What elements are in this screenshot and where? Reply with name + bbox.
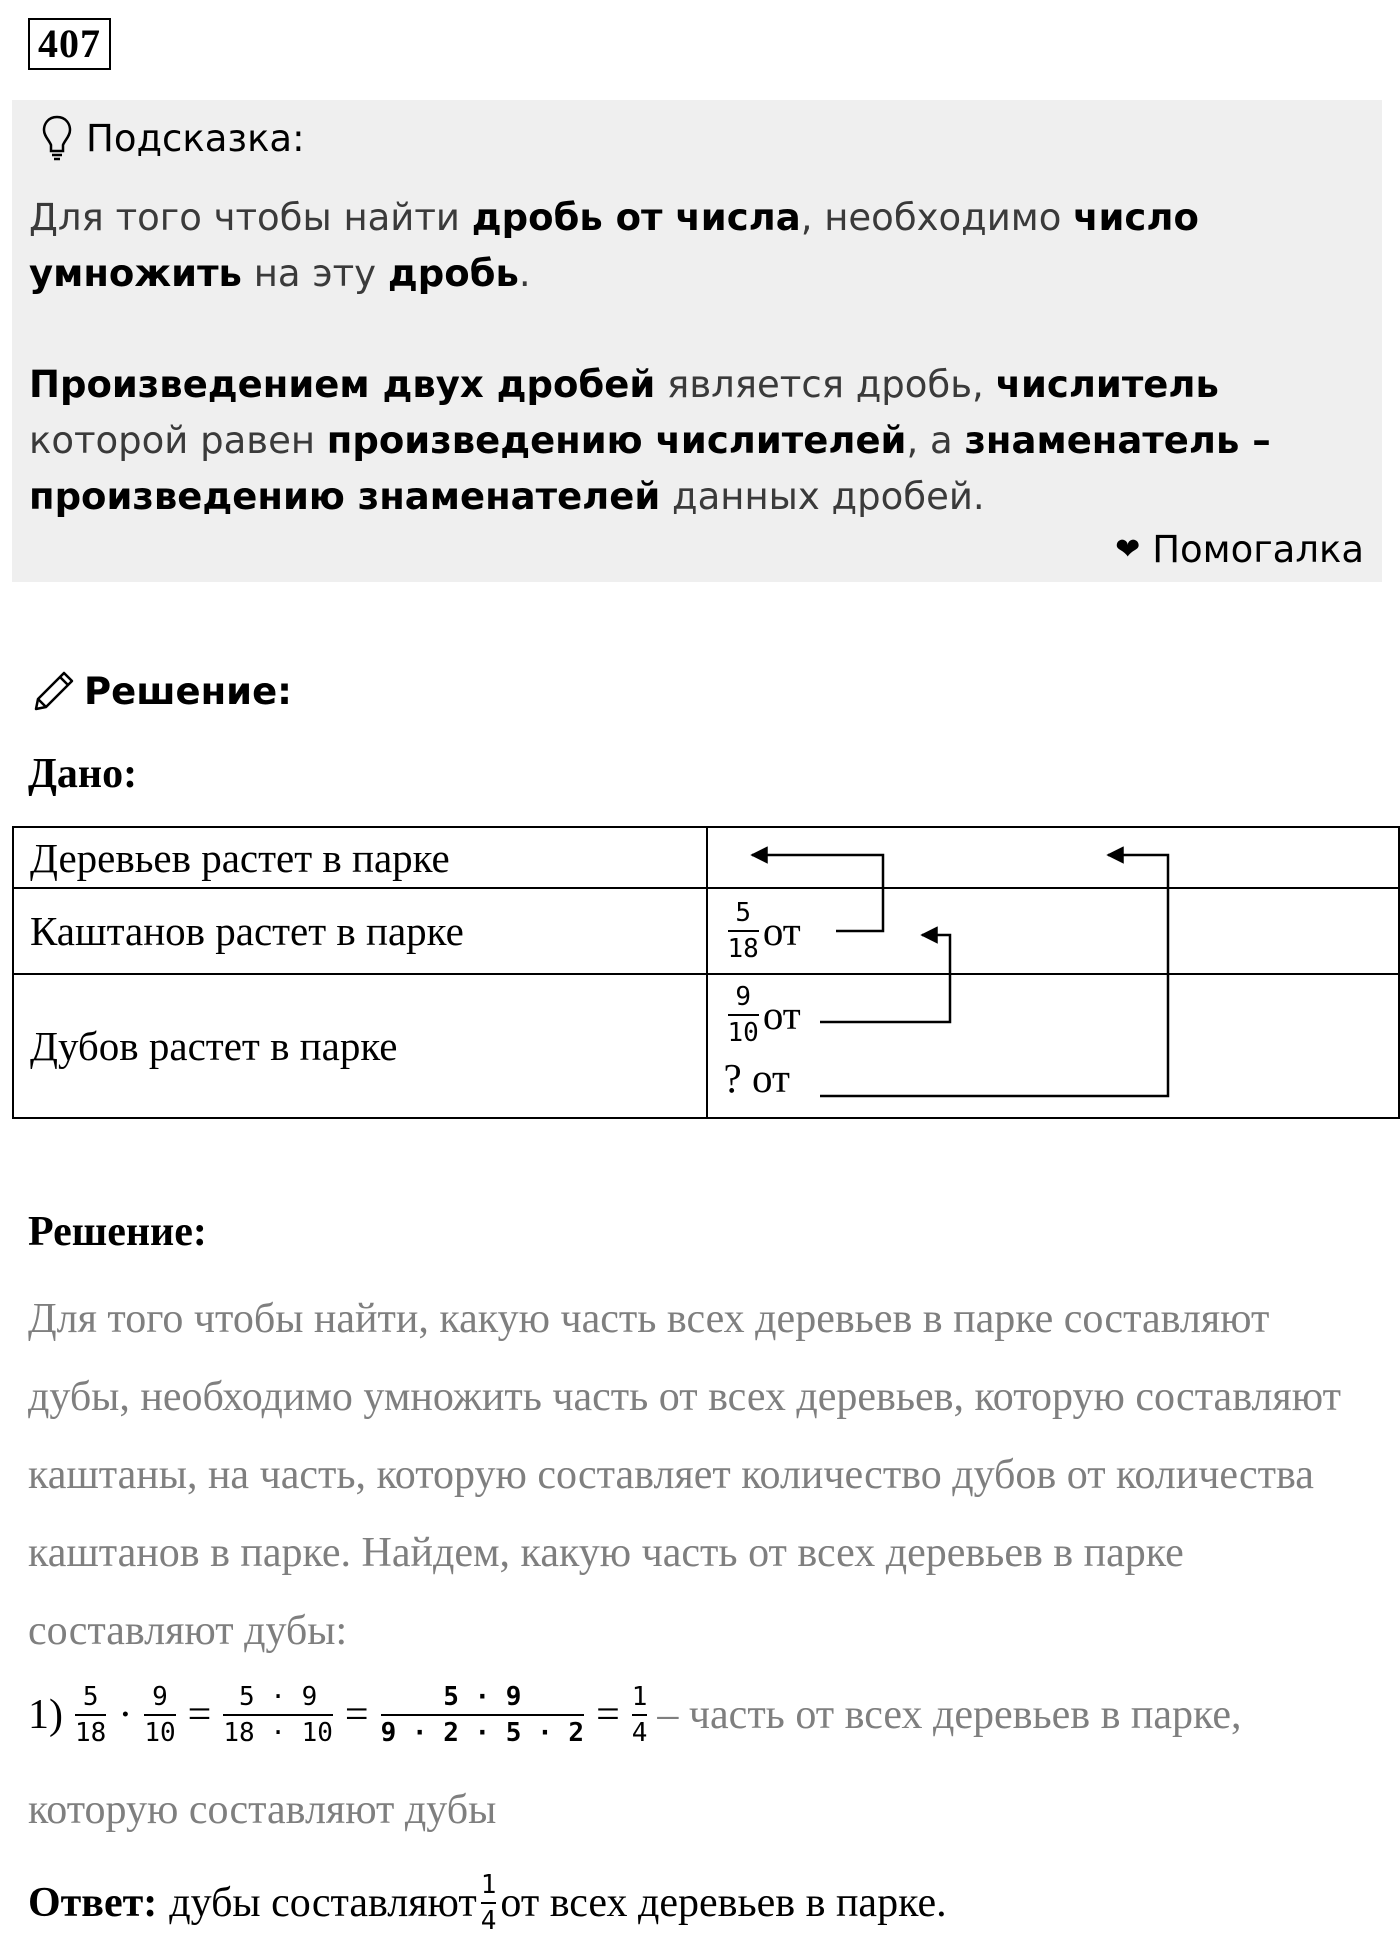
fraction-result bbox=[632, 1682, 648, 1748]
answer-fraction bbox=[481, 1870, 497, 1936]
row-value-trees bbox=[707, 827, 1399, 888]
hint-paragraph-2 bbox=[29, 357, 1349, 525]
hint-text: Для того чтобы найти bbox=[29, 196, 472, 239]
table-row bbox=[13, 827, 1399, 888]
fraction-numerator: 5 · 9 bbox=[443, 1682, 522, 1712]
fraction-denominator: 18 bbox=[75, 1718, 107, 1748]
equals-sign: = bbox=[344, 1692, 369, 1738]
answer-label: Ответ: bbox=[28, 1880, 158, 1926]
unknown-fraction: ? от bbox=[723, 1055, 790, 1101]
problem-number: 407 bbox=[28, 18, 111, 70]
fraction-numerator: 1 bbox=[631, 1682, 648, 1712]
heart-icon: ❤ bbox=[1115, 531, 1141, 567]
fraction-numerator: 9 bbox=[152, 1682, 168, 1712]
row-value-chestnuts bbox=[707, 888, 1399, 974]
fraction bbox=[144, 1682, 175, 1748]
hint-term: Произведением двух дробей bbox=[29, 363, 656, 406]
hint-panel bbox=[12, 100, 1382, 582]
fraction-expanded bbox=[381, 1682, 585, 1748]
row-label-chestnuts: Каштанов растет в парке bbox=[13, 888, 707, 974]
answer-line bbox=[28, 1868, 947, 1938]
fraction-denominator: 18 · 10 bbox=[223, 1718, 333, 1748]
fraction-numerator: 5 bbox=[82, 1682, 99, 1712]
equals-sign: = bbox=[596, 1692, 620, 1738]
hint-text: является дробь, bbox=[655, 363, 996, 406]
hint-term: произведению числителей bbox=[326, 419, 907, 462]
hint-text: , необходимо bbox=[800, 196, 1074, 239]
hint-term: дробь bbox=[387, 252, 519, 295]
fraction-suffix: от bbox=[762, 908, 801, 954]
fraction-denominator: 4 bbox=[631, 1718, 648, 1748]
row-label-oaks: Дубов растет в парке bbox=[13, 974, 707, 1118]
hint-footer-text: Помогалка bbox=[1152, 527, 1364, 571]
pencil-icon bbox=[30, 667, 78, 715]
hint-text: которой равен bbox=[29, 419, 327, 462]
solution-label: Решение: bbox=[28, 1209, 207, 1255]
fraction-chestnuts bbox=[728, 898, 759, 964]
hint-footer bbox=[1115, 524, 1364, 574]
fraction-numerator: 1 bbox=[480, 1870, 497, 1900]
lightbulb-icon bbox=[42, 115, 72, 161]
fraction-denominator: 9 · 2 · 5 · 2 bbox=[380, 1718, 585, 1748]
hint-title bbox=[42, 113, 305, 163]
step-tail: – часть от всех деревьев в парке, bbox=[657, 1692, 1242, 1738]
fraction-numerator: 5 bbox=[735, 898, 752, 928]
fraction-denominator: 10 bbox=[727, 1018, 759, 1048]
fraction-oaks bbox=[728, 982, 759, 1048]
hint-paragraph-1 bbox=[29, 190, 1349, 302]
table-row bbox=[13, 974, 1399, 1118]
fraction-denominator: 10 bbox=[144, 1718, 176, 1748]
step-continuation: которую составляют дубы bbox=[28, 1787, 497, 1833]
fraction-suffix: от bbox=[762, 992, 801, 1038]
hint-text: , а bbox=[906, 419, 965, 462]
solution-heading-text: Решение: bbox=[84, 669, 292, 713]
row-label-trees: Деревьев растет в парке bbox=[13, 827, 707, 888]
hint-term: число умножить bbox=[29, 196, 1199, 295]
hint-text: . bbox=[518, 252, 531, 295]
fraction bbox=[75, 1682, 106, 1748]
step-prefix: 1) bbox=[28, 1692, 63, 1738]
given-table bbox=[12, 826, 1400, 1119]
solution-heading bbox=[30, 665, 292, 717]
hint-term: числитель bbox=[995, 363, 1219, 406]
fraction-numerator: 9 bbox=[735, 982, 752, 1012]
equals-sign: = bbox=[187, 1692, 212, 1738]
hint-term: знаменатель – произведению знаменателей bbox=[29, 419, 1271, 518]
hint-text: на эту bbox=[241, 252, 388, 295]
given-label: Дано: bbox=[28, 751, 138, 797]
table-row bbox=[13, 888, 1399, 974]
hint-term: дробь от числа bbox=[471, 196, 801, 239]
fraction bbox=[223, 1682, 333, 1748]
fraction-denominator: 4 bbox=[480, 1906, 497, 1936]
multiply-sign: · bbox=[118, 1692, 133, 1738]
fraction-denominator: 18 bbox=[727, 934, 759, 964]
answer-after: от всех деревьев в парке. bbox=[500, 1880, 947, 1926]
solution-explanation: Для того чтобы найти, какую часть всех деревьев в парке составляют дубы, необходимо умножить часть от всех деревьев, которую составляют каштаны, на часть, которую составляет количество дубов от количества каштанов в парке. Найдем, какую часть от всех деревьев в парке составляют дубы: bbox=[28, 1296, 1341, 1654]
hint-title-text: Подсказка: bbox=[86, 116, 305, 160]
answer-before: дубы составляют bbox=[169, 1880, 477, 1926]
row-value-oaks bbox=[707, 974, 1399, 1118]
calculation-step bbox=[28, 1660, 1242, 1770]
fraction-numerator: 5 · 9 bbox=[238, 1682, 318, 1712]
hint-text: данных дробей. bbox=[660, 475, 985, 518]
